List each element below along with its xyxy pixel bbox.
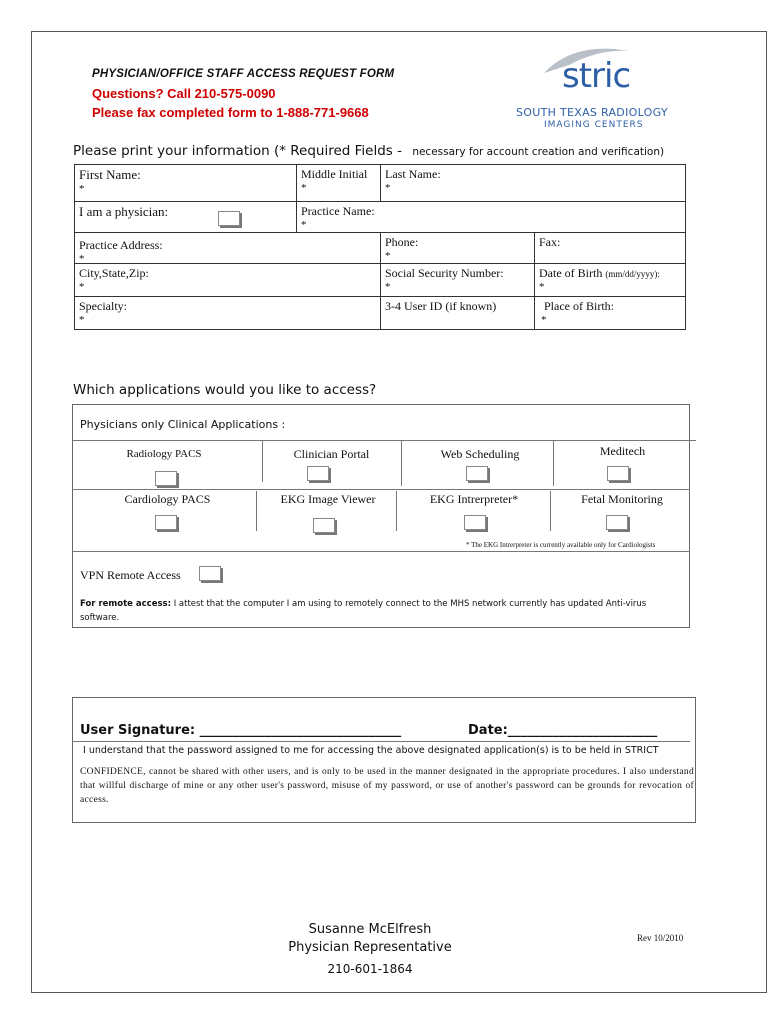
web-scheduling-label: Web Scheduling [440, 447, 520, 461]
radiology-pacs-label: Radiology PACS [126, 448, 202, 460]
physician-row [74, 201, 297, 233]
required-star: * [541, 314, 547, 326]
middle-initial-field[interactable] [296, 164, 381, 202]
ekg-interpreter-checkbox[interactable] [464, 515, 486, 530]
remote-access-bold: For remote access: [80, 599, 171, 609]
cardiology-pacs-label: Cardiology PACS [124, 492, 211, 506]
dob-format: (mm/dd/yyyy): [605, 269, 660, 279]
physician-checkbox[interactable] [218, 211, 240, 226]
divider [72, 489, 690, 490]
first-name-field[interactable] [74, 164, 297, 202]
specialty-field[interactable] [74, 296, 381, 330]
understand-text: I understand that the password assigned to me for accessing the above designated application(s) is to be held in STRICT [83, 745, 659, 756]
dob-label: Date of Birth [539, 266, 603, 280]
dob-field[interactable] [534, 263, 686, 297]
practice-name-field[interactable] [296, 201, 686, 233]
ssn-label: Social Security Number: [385, 266, 504, 280]
required-star: * [79, 281, 85, 293]
divider [256, 491, 257, 531]
middle-initial-label: Middle Initial [301, 167, 368, 181]
stric-logo [514, 43, 679, 133]
apps-section-title: Which applications would you like to access? [73, 382, 377, 398]
required-star: * [301, 182, 307, 194]
logo-line1: SOUTH TEXAS RADIOLOGY [516, 106, 668, 119]
web-scheduling-checkbox[interactable] [466, 466, 488, 481]
required-star: * [539, 281, 545, 293]
radiology-pacs-checkbox[interactable] [155, 471, 177, 486]
required-star: * [79, 183, 85, 195]
divider [72, 551, 690, 552]
required-star: * [385, 182, 391, 194]
ekg-footnote: * The EKG Intrerpreter is currently available only for Cardiologists [466, 541, 656, 549]
required-star: * [385, 250, 391, 262]
user-signature-line[interactable]: User Signature: _______________________________ [80, 723, 402, 738]
cardiology-pacs-checkbox[interactable] [155, 515, 177, 530]
meditech-label: Meditech [599, 444, 646, 458]
info-title-text: Please print your information (* Required Fields - [73, 143, 403, 159]
practice-name-label: Practice Name: [301, 204, 375, 218]
phone-label: Phone: [385, 235, 419, 249]
confidence-text: CONFIDENCE, cannot be shared with other users, and is only to be used in the manner designated in the appropriate procedures. I also understand that willful discharge of mine or any other user's password, misuse of my password, or use of another's password can be grounds for revocation of access. [80, 767, 694, 805]
ssn-field[interactable] [380, 263, 535, 297]
logo-wordmark: stric [562, 56, 631, 96]
city-state-zip-label: City,State,Zip: [79, 266, 149, 280]
apps-subheader: Physicians only Clinical Applications : [80, 418, 286, 431]
practice-address-label: Practice Address: [79, 238, 163, 252]
footer-phone: 210-601-1864 [327, 962, 413, 976]
practice-address-field[interactable] [74, 232, 381, 264]
divider [72, 440, 696, 441]
remote-access-text [80, 597, 680, 625]
ekg-viewer-checkbox[interactable] [313, 518, 335, 533]
footer-name: Susanne McElfresh [308, 922, 432, 937]
first-name-label: First Name: [79, 167, 141, 182]
place-of-birth-label: Place of Birth: [544, 299, 614, 313]
fax-line: Please fax completed form to 1-888-771-9668 [92, 105, 369, 120]
clinician-portal-checkbox[interactable] [307, 466, 329, 481]
physician-label: I am a physician: [79, 204, 169, 219]
user-id-label: 3-4 User ID (if known) [385, 299, 497, 313]
fax-label: Fax: [539, 235, 561, 249]
divider [72, 741, 690, 742]
form-title: PHYSICIAN/OFFICE STAFF ACCESS REQUEST FORM [92, 68, 395, 80]
required-star: * [79, 314, 85, 326]
required-star: * [301, 219, 307, 231]
fetal-monitoring-label: Fetal Monitoring [581, 492, 663, 506]
ekg-interpreter-label: EKG Intrerpreter* [429, 492, 519, 506]
vpn-checkbox[interactable] [199, 566, 221, 581]
specialty-label: Specialty: [79, 299, 127, 313]
divider [550, 491, 551, 531]
required-star: * [385, 281, 391, 293]
divider [401, 440, 402, 486]
required-star: * [79, 253, 85, 265]
logo-line2: IMAGING CENTERS [544, 120, 644, 130]
footer-contact [250, 921, 490, 978]
clinician-portal-label: Clinician Portal [293, 447, 370, 461]
meditech-checkbox[interactable] [607, 466, 629, 481]
phone-field[interactable] [380, 232, 535, 264]
last-name-label: Last Name: [385, 167, 441, 181]
info-section-title [73, 143, 664, 159]
fetal-monitoring-checkbox[interactable] [606, 515, 628, 530]
vpn-label: VPN Remote Access [80, 568, 181, 582]
user-id-field[interactable] [380, 296, 535, 330]
place-of-birth-field[interactable] [534, 296, 686, 330]
last-name-field[interactable] [380, 164, 686, 202]
remote-access-body: I attest that the computer I am using to remotely connect to the MHS network currently has updated Anti-virus software. [80, 599, 647, 623]
ekg-viewer-label: EKG Image Viewer [280, 492, 376, 506]
info-title-note: necessary for account creation and verification) [412, 146, 665, 158]
footer-title: Physician Representative [288, 940, 452, 955]
questions-line: Questions? Call 210-575-0090 [92, 86, 276, 101]
date-line[interactable]: Date:_______________________ [468, 723, 658, 738]
city-state-zip-field[interactable] [74, 263, 381, 297]
revision-text: Rev 10/2010 [637, 933, 684, 943]
fax-field[interactable] [534, 232, 686, 264]
